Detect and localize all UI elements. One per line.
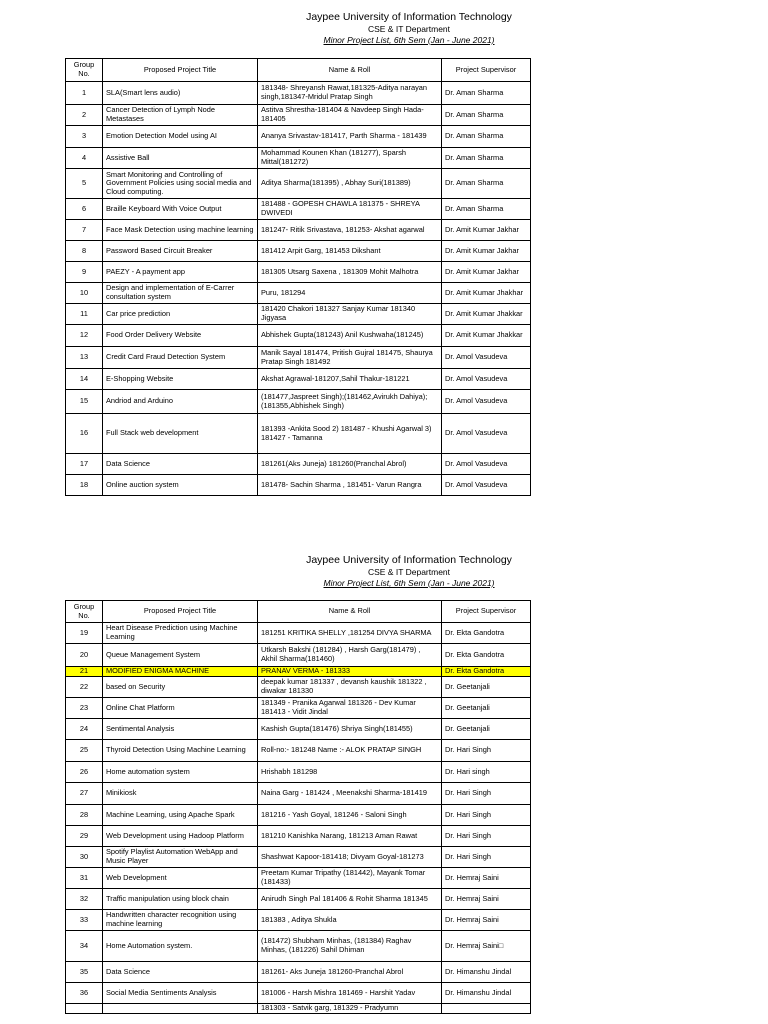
group-number-cell [66,1004,103,1014]
table-row [66,169,531,199]
supervisor-cell: Dr. Hari singh [442,762,531,783]
university-name: Jaypee University of Information Technology [306,554,512,566]
project-title-cell: Social Media Sentiments Analysis [103,983,258,1004]
group-number-cell: 13 [66,347,103,369]
supervisor-cell: Dr. Amit Kumar Jakhar [442,220,531,241]
col-header-name-roll: Name & Roll [258,59,442,82]
document-header-2 [0,554,768,589]
table-row [66,414,531,454]
group-number-cell: 20 [66,644,103,667]
table-row [66,623,531,644]
table-row [66,740,531,762]
project-title-cell: Spotify Playlist Automation WebApp and Music Player [103,847,258,868]
name-roll-cell: Utkarsh Bakshi (181284) , Harsh Garg(181479) , Akhil Sharma(181460) [258,644,442,667]
supervisor-cell: Dr. Himanshu Jindal [442,983,531,1004]
project-title-cell: Assistive Ball [103,148,258,169]
supervisor-cell: Dr. Himanshu Jindal [442,962,531,983]
name-roll-cell: 181303 - Satvik garg, 181329 - Pradyumn [258,1004,442,1014]
table-row [66,983,531,1004]
supervisor-cell: Dr. Amol Vasudeva [442,414,531,454]
table-row [66,347,531,369]
name-roll-cell: Aditya Sharma(181395) , Abhay Suri(181389) [258,169,442,199]
supervisor-cell: Dr. Geetanjali [442,698,531,719]
table-row [66,304,531,325]
table-row [66,762,531,783]
group-number-cell: 29 [66,826,103,847]
group-number-cell: 25 [66,740,103,762]
supervisor-cell: Dr. Hari Singh [442,847,531,868]
name-roll-cell: Ananya Srivastav-181417, Parth Sharma - 181439 [258,126,442,148]
project-title-cell: Minikiosk [103,783,258,805]
supervisor-cell: Dr. Aman Sharma [442,82,531,105]
table-row [66,283,531,304]
supervisor-cell: Dr. Amit Kumar Jakhar [442,262,531,283]
group-number-cell: 1 [66,82,103,105]
supervisor-cell: Dr. Hari Singh [442,740,531,762]
group-number-cell: 15 [66,390,103,414]
table-row [66,220,531,241]
supervisor-cell: Dr. Geetanjali [442,677,531,698]
project-title-cell: Design and implementation of E-Carrer consultation system [103,283,258,304]
table-row [66,475,531,496]
name-roll-cell: Akshat Agrawal-181207,Sahil Thakur-181221 [258,369,442,390]
project-title-cell: Credit Card Fraud Detection System [103,347,258,369]
supervisor-cell: Dr. Amol Vasudeva [442,475,531,496]
name-roll-cell: PRANAV VERMA - 181333 [258,667,442,677]
group-number-cell: 9 [66,262,103,283]
name-roll-cell: 181261- Aks Juneja 181260-Pranchal Abrol [258,962,442,983]
table-row [66,889,531,910]
supervisor-cell: Dr. Hemraj Saini□ [442,931,531,962]
name-roll-cell: (181472) Shubham Minhas, (181384) Raghav Minhas, (181226) Sahil Dhiman [258,931,442,962]
col-header-group: Group No. [66,59,103,82]
table-row [66,667,531,677]
supervisor-cell: Dr. Hari Singh [442,805,531,826]
group-number-cell: 8 [66,241,103,262]
supervisor-cell: Dr. Ekta Gandotra [442,644,531,667]
name-roll-cell: Anirudh Singh Pal 181406 & Rohit Sharma 181345 [258,889,442,910]
name-roll-cell: 181420 Chakori 181327 Sanjay Kumar 181340 Jigyasa [258,304,442,325]
table-row [66,783,531,805]
col-header-title: Proposed Project Title [103,59,258,82]
group-number-cell: 30 [66,847,103,868]
list-title: Minor Project List, 6th Sem (Jan - June 2021) [323,578,495,588]
group-number-cell: 31 [66,868,103,889]
supervisor-cell: Dr. Amit Kumar Jakhar [442,241,531,262]
group-number-cell: 32 [66,889,103,910]
supervisor-cell: Dr. Hemraj Saini [442,889,531,910]
project-title-cell: Andriod and Arduino [103,390,258,414]
table-row [66,910,531,931]
project-title-cell: Web Development [103,868,258,889]
department-name: CSE & IT Department [367,24,451,34]
project-title-cell: E-Shopping Website [103,369,258,390]
name-roll-cell: Roll-no:- 181248 Name :- ALOK PRATAP SINGH [258,740,442,762]
group-number-cell: 28 [66,805,103,826]
group-number-cell: 18 [66,475,103,496]
supervisor-cell: Dr. Hemraj Saini [442,910,531,931]
supervisor-cell: Dr. Amol Vasudeva [442,369,531,390]
project-title-cell: SLA(Smart lens audio) [103,82,258,105]
project-title-cell: Car price prediction [103,304,258,325]
project-title-cell: Emotion Detection Model using AI [103,126,258,148]
table-row [66,805,531,826]
supervisor-cell [442,1004,531,1014]
name-roll-cell: Hrishabh 181298 [258,762,442,783]
supervisor-cell: Dr. Aman Sharma [442,169,531,199]
supervisor-cell: Dr. Amit Kumar Jhakkar [442,304,531,325]
university-name: Jaypee University of Information Technology [306,11,512,23]
project-title-cell: Machine Learning, using Apache Spark [103,805,258,826]
name-roll-cell: Kashish Gupta(181476) Shriya Singh(181455) [258,719,442,740]
project-table-2 [65,600,531,1014]
group-number-cell: 3 [66,126,103,148]
group-number-cell: 21 [66,667,103,677]
group-number-cell: 16 [66,414,103,454]
project-title-cell [103,1004,258,1014]
project-title-cell: Cancer Detection of Lymph Node Metastases [103,105,258,126]
project-title-cell: Queue Management System [103,644,258,667]
supervisor-cell: Dr. Hari Singh [442,783,531,805]
supervisor-cell: Dr. Ekta Gandotra [442,667,531,677]
department-name: CSE & IT Department [367,567,451,577]
supervisor-cell: Dr. Geetanjali [442,719,531,740]
table-row [66,719,531,740]
group-number-cell: 14 [66,369,103,390]
name-roll-cell: 181006 - Harsh Mishra 181469 - Harshit Yadav [258,983,442,1004]
group-number-cell: 19 [66,623,103,644]
name-roll-cell: 181216 - Yash Goyal, 181246 - Saloni Singh [258,805,442,826]
name-roll-cell: Mohammad Kounen Khan (181277), Sparsh Mittal(181272) [258,148,442,169]
name-roll-cell: 181349 - Pranika Agarwal 181326 - Dev Kumar 181413 - Vidit Jindal [258,698,442,719]
col-header-group: Group No. [66,601,103,623]
project-title-cell: Password Based Circuit Breaker [103,241,258,262]
supervisor-cell: Dr. Amit Kumar Jhakkar [442,325,531,347]
group-number-cell: 23 [66,698,103,719]
project-title-cell: Full Stack web development [103,414,258,454]
col-header-name-roll: Name & Roll [258,601,442,623]
name-roll-cell: Shashwat Kapoor-181418; Divyam Goyal-181273 [258,847,442,868]
name-roll-cell: Manik Sayal 181474, Pritish Gujral 181475, Shaurya Pratap Singh 181492 [258,347,442,369]
group-number-cell: 17 [66,454,103,475]
table-row [66,126,531,148]
name-roll-cell: 181305 Utsarg Saxena , 181309 Mohit Malhotra [258,262,442,283]
project-title-cell: Heart Disease Prediction using Machine Learning [103,623,258,644]
table-row [66,868,531,889]
group-number-cell: 12 [66,325,103,347]
table-row [66,241,531,262]
name-roll-cell: 181251 KRITIKA SHELLY ,181254 DIVYA SHARMA [258,623,442,644]
table-row [66,454,531,475]
supervisor-cell: Dr. Amol Vasudeva [442,390,531,414]
group-number-cell: 11 [66,304,103,325]
group-number-cell: 27 [66,783,103,805]
group-number-cell: 7 [66,220,103,241]
col-header-supervisor: Project Supervisor [442,601,531,623]
project-table-1 [65,58,531,496]
name-roll-cell: 181478- Sachin Sharma , 181451- Varun Rangra [258,475,442,496]
group-number-cell: 33 [66,910,103,931]
table-row [66,199,531,220]
name-roll-cell: 181488 - GOPESH CHAWLA 181375 - SHREYA DWIVEDI [258,199,442,220]
project-title-cell: Handwritten character recognition using machine learning [103,910,258,931]
name-roll-cell: 181348- Shreyansh Rawat,181325-Aditya narayan singh,181347-Mridul Pratap Singh [258,82,442,105]
name-roll-cell: (181477,Jaspreet Singh);(181462,Avirukh Dahiya);(181355,Abhishek Singh) [258,390,442,414]
project-title-cell: based on Security [103,677,258,698]
supervisor-cell: Dr. Aman Sharma [442,199,531,220]
supervisor-cell: Dr. Hemraj Saini [442,868,531,889]
group-number-cell: 6 [66,199,103,220]
table-row [66,644,531,667]
group-number-cell: 10 [66,283,103,304]
project-title-cell: Home automation system [103,762,258,783]
name-roll-cell: Abhishek Gupta(181243) Anil Kushwaha(181245) [258,325,442,347]
table-row [66,390,531,414]
project-title-cell: Online auction system [103,475,258,496]
project-title-cell: Thyroid Detection Using Machine Learning [103,740,258,762]
project-title-cell: Data Science [103,962,258,983]
name-roll-cell: 181247- Ritik Srivastava, 181253- Akshat agarwal [258,220,442,241]
table-row [66,1004,531,1014]
project-title-cell: PAEZY - A payment app [103,262,258,283]
group-number-cell: 26 [66,762,103,783]
supervisor-cell: Dr. Aman Sharma [442,105,531,126]
table-row [66,698,531,719]
supervisor-cell: Dr. Amol Vasudeva [442,347,531,369]
group-number-cell: 36 [66,983,103,1004]
table-row [66,826,531,847]
col-header-title: Proposed Project Title [103,601,258,623]
group-number-cell: 5 [66,169,103,199]
document-header [0,11,768,46]
table-row [66,105,531,126]
name-roll-cell: Astitva Shrestha-181404 & Navdeep Singh Hada-181405 [258,105,442,126]
name-roll-cell: Preetam Kumar Tripathy (181442), Mayank Tomar (181433) [258,868,442,889]
table-row [66,262,531,283]
supervisor-cell: Dr. Aman Sharma [442,148,531,169]
project-title-cell: Traffic manipulation using block chain [103,889,258,910]
table-row [66,148,531,169]
group-number-cell: 2 [66,105,103,126]
name-roll-cell: deepak kumar 181337 , devansh kaushik 181322 , diwakar 181330 [258,677,442,698]
table-row [66,677,531,698]
table-row [66,82,531,105]
table-row [66,369,531,390]
project-title-cell: Web Development using Hadoop Platform [103,826,258,847]
name-roll-cell: Puru, 181294 [258,283,442,304]
project-title-cell: Food Order Delivery Website [103,325,258,347]
supervisor-cell: Dr. Amol Vasudeva [442,454,531,475]
name-roll-cell: 181383 , Aditya Shukla [258,910,442,931]
project-title-cell: Smart Monitoring and Controlling of Government Policies using social media and Cloud computing. [103,169,258,199]
supervisor-cell: Dr. Amit Kumar Jhakhar [442,283,531,304]
project-title-cell: Face Mask Detection using machine learning [103,220,258,241]
col-header-supervisor: Project Supervisor [442,59,531,82]
table-row [66,931,531,962]
name-roll-cell: Naina Garg - 181424 , Meenakshi Sharma-181419 [258,783,442,805]
supervisor-cell: Dr. Hari Singh [442,826,531,847]
project-title-cell: Braille Keyboard With Voice Output [103,199,258,220]
name-roll-cell: 181393 -Ankita Sood 2) 181487 - Khushi Agarwal 3) 181427 - Tamanna [258,414,442,454]
supervisor-cell: Dr. Aman Sharma [442,126,531,148]
table-row [66,962,531,983]
name-roll-cell: 181261(Aks Juneja) 181260(Pranchal Abrol) [258,454,442,475]
group-number-cell: 4 [66,148,103,169]
table-row [66,325,531,347]
group-number-cell: 35 [66,962,103,983]
list-title: Minor Project List, 6th Sem (Jan - June 2021) [323,35,495,45]
name-roll-cell: 181210 Kanishka Narang, 181213 Aman Rawat [258,826,442,847]
group-number-cell: 22 [66,677,103,698]
group-number-cell: 24 [66,719,103,740]
group-number-cell: 34 [66,931,103,962]
supervisor-cell: Dr. Ekta Gandotra [442,623,531,644]
project-title-cell: Online Chat Platform [103,698,258,719]
name-roll-cell: 181412 Arpit Garg, 181453 Dikshant [258,241,442,262]
project-title-cell: Data Science [103,454,258,475]
project-title-cell: Sentimental Analysis [103,719,258,740]
project-title-cell: Home Automation system. [103,931,258,962]
project-title-cell: MODIFIED ENIGMA MACHINE [103,667,258,677]
table-row [66,847,531,868]
